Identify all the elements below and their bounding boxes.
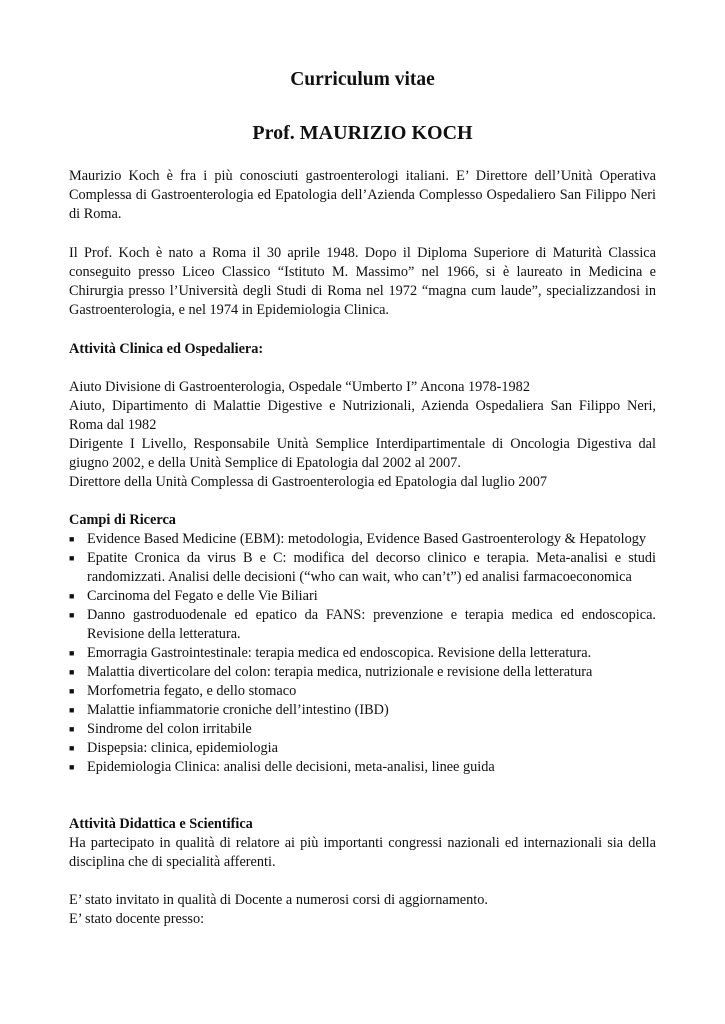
square-bullet-icon: ■ <box>69 724 75 734</box>
square-bullet-icon: ■ <box>69 705 75 715</box>
document-title: Curriculum vitae <box>290 69 435 90</box>
research-item: ■ Epatite Cronica da virus B e C: modifica del decorso clinico e terapia. Meta-analisi e studi randomizzati. Analisi delle decisioni (“who can wait, who can’t”) ed analisi farmacoeconomica <box>69 550 656 585</box>
clinical-list <box>69 378 656 492</box>
square-bullet-icon: ■ <box>69 610 75 620</box>
research-item: ■ Danno gastroduodenale ed epatico da FANS: prevenzione e terapia medica ed endoscopica. Revisione della letteratura. <box>69 607 656 642</box>
square-bullet-icon: ■ <box>69 648 75 658</box>
research-item: ■ Malattia diverticolare del colon: terapia medica, nutrizionale e revisione della letteratura <box>69 664 593 680</box>
square-bullet-icon: ■ <box>69 553 75 563</box>
clinical-item: Direttore della Unità Complessa di Gastroenterologia ed Epatologia dal luglio 2007 <box>69 474 548 490</box>
clinical-item: Aiuto Divisione di Gastroenterologia, Ospedale “Umberto I” Ancona 1978-1982 <box>69 379 530 395</box>
intro-paragraph: Maurizio Koch è fra i più conosciuti gastroenterologi italiani. E’ Direttore dell’Unità Operativa Complessa di Gastroenterologia ed Epatologia dell’Azienda Complesso Ospedaliero San Filippo Neri di Roma. <box>69 168 656 222</box>
bio-paragraph: Il Prof. Koch è nato a Roma il 30 aprile 1948. Dopo il Diploma Superiore di Maturità Classica conseguito presso Liceo Classico “Istituto M. Massimo” nel 1966, si è laureato in Medicina e Chirurgia presso l’Università degli Studi di Roma nel 1972 “magna cum laude”, specializzandosi in Gastroenterologia, e nel 1974 in Epidemiologia Clinica. <box>69 245 656 318</box>
square-bullet-icon: ■ <box>69 743 75 753</box>
square-bullet-icon: ■ <box>69 686 75 696</box>
clinical-item: Dirigente I Livello, Responsabile Unità Semplice Interdipartimentale di Oncologia Digestiva dal giugno 2002, e della Unità Semplice di Epatologia dal 2002 al 2007. <box>69 436 656 471</box>
research-item: ■ Morfometria fegato, e dello stomaco <box>69 683 297 699</box>
research-item: ■ Carcinoma del Fegato e delle Vie Biliari <box>69 588 318 604</box>
research-heading: Campi di Ricerca <box>69 512 176 528</box>
person-name: Prof. MAURIZIO KOCH <box>252 122 473 144</box>
teaching-invited: E’ stato invitato in qualità di Docente a numerosi corsi di aggiornamento. <box>69 892 489 908</box>
research-item: ■ Dispepsia: clinica, epidemiologia <box>69 740 278 756</box>
clinical-heading: Attività Clinica ed Ospedaliera: <box>69 341 264 357</box>
research-list <box>69 530 656 777</box>
square-bullet-icon: ■ <box>69 667 75 677</box>
teaching-paragraph: Ha partecipato in qualità di relatore ai più importanti congressi nazionali ed internazionali sia della disciplina che di specialità afferenti. <box>69 835 656 870</box>
square-bullet-icon: ■ <box>69 534 75 544</box>
clinical-item: Aiuto, Dipartimento di Malattie Digestive e Nutrizionali, Azienda Ospedaliera San Filippo Neri, Roma dal 1982 <box>69 398 656 433</box>
research-item: ■ Emorragia Gastrointestinale: terapia medica ed endoscopica. Revisione della letteratura. <box>69 645 592 661</box>
teaching-teacher-at: E’ stato docente presso: <box>69 911 205 927</box>
research-item: ■ Sindrome del colon irritabile <box>69 721 252 737</box>
teaching-heading: Attività Didattica e Scientifica <box>69 816 253 832</box>
square-bullet-icon: ■ <box>69 591 75 601</box>
research-item: ■ Evidence Based Medicine (EBM): metodologia, Evidence Based Gastroenterology & Hepatology <box>69 531 647 547</box>
research-item: ■ Malattie infiammatorie croniche dell’intestino (IBD) <box>69 702 389 718</box>
square-bullet-icon: ■ <box>69 762 75 772</box>
research-item: ■ Epidemiologia Clinica: analisi delle decisioni, meta-analisi, linee guida <box>69 759 495 775</box>
